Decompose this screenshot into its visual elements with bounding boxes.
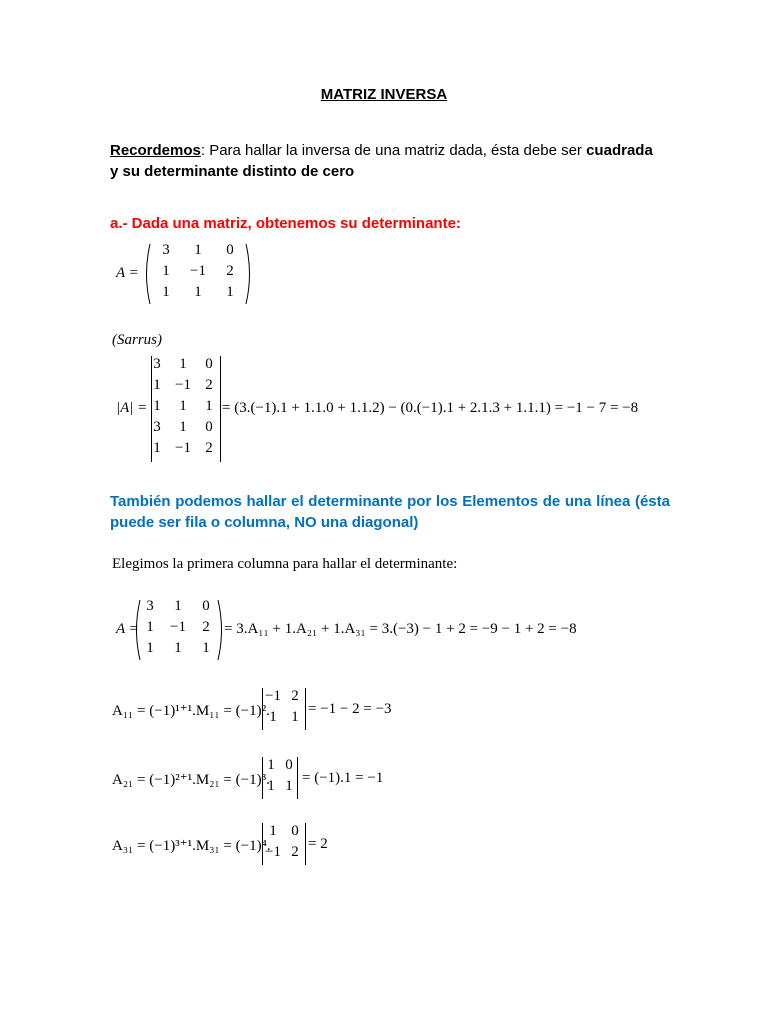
choose-text: Elegimos la primera columna para hallar el determinante: xyxy=(112,556,458,572)
expansion-cell: −1 xyxy=(170,619,186,635)
expansion-cell: 1 xyxy=(174,640,182,656)
matrix-a-cell: 1 xyxy=(194,284,202,300)
expansion-cell: 1 xyxy=(146,619,154,635)
sarrus-cell: 1 xyxy=(179,419,187,435)
cofactor-a31-cells xyxy=(262,823,306,865)
matrix-a xyxy=(110,240,250,306)
matrix-a-cell: 3 xyxy=(162,242,170,258)
matrix-a-cell: 0 xyxy=(226,242,234,258)
expansion-cell: 3 xyxy=(146,598,154,614)
sarrus-cell: 1 xyxy=(153,377,161,393)
page-title: MATRIZ INVERSA xyxy=(320,86,448,103)
cofactor-cell: 1 xyxy=(267,778,275,794)
expansion-cell: 0 xyxy=(202,598,210,614)
expansion-cell: 1 xyxy=(174,598,182,614)
matrix-a-cell: 1 xyxy=(194,242,202,258)
sarrus-cell: 2 xyxy=(205,440,213,456)
sarrus-cell: 0 xyxy=(205,356,213,372)
sarrus-lhs: |A| = xyxy=(116,400,148,416)
cofactor-a21-cells xyxy=(262,757,298,799)
sarrus-cell: −1 xyxy=(175,440,191,456)
sarrus-cell: 2 xyxy=(205,377,213,393)
expansion-cells xyxy=(136,598,226,662)
intro-bold-determinante: y su determinante distinto de cero xyxy=(110,163,355,180)
cofactor-cell: −1 xyxy=(265,844,281,860)
sarrus-label-text: (Sarrus) xyxy=(112,332,163,348)
cofactor-a31-lhs: A₃₁ = (−1)³⁺¹.M₃₁ = (−1)⁴. xyxy=(112,838,271,854)
cofactor-a31-rhs: = 2 xyxy=(308,836,328,852)
sarrus-cell: 1 xyxy=(179,398,187,414)
cofactor-a21-rhs: = (−1).1 = −1 xyxy=(302,770,384,786)
matrix-a-cell: 1 xyxy=(162,284,170,300)
intro-paragraph xyxy=(110,140,670,182)
cofactor-cell: −1 xyxy=(265,688,281,704)
expansion-result: = 3.A₁₁ + 1.A₂₁ + 1.A₃₁ = 3.(−3) − 1 + 2 = −9 − 1 + 2 = −8 xyxy=(224,621,577,637)
expansion-cell: 2 xyxy=(202,619,210,635)
cofactor-cell: 1 xyxy=(285,778,293,794)
intro-lead: Recordemos xyxy=(110,142,201,159)
sarrus-cell: 1 xyxy=(205,398,213,414)
matrix-a-cell: −1 xyxy=(190,263,206,279)
cofactor-cell: 2 xyxy=(291,688,299,704)
sarrus-cell: −1 xyxy=(175,377,191,393)
section-a-heading: a.- Dada una matriz, obtenemos su determinante: xyxy=(110,215,461,232)
sarrus-cell: 1 xyxy=(179,356,187,372)
sarrus-cell: 1 xyxy=(153,440,161,456)
cofactor-a21-lhs: A₂₁ = (−1)²⁺¹.M₂₁ = (−1)³. xyxy=(112,772,270,788)
cofactor-a31 xyxy=(112,823,672,867)
intro-bold-cuadrada: cuadrada xyxy=(586,142,653,159)
sarrus-label xyxy=(112,332,162,349)
intro-text: : Para hallar la inversa de una matriz dada, ésta debe ser xyxy=(200,142,587,159)
cofactor-cell: 1 xyxy=(291,709,299,725)
sarrus-cell: 0 xyxy=(205,419,213,435)
cofactor-a11-rhs: = −1 − 2 = −3 xyxy=(308,701,392,717)
cofactor-cell: 0 xyxy=(285,757,293,773)
expansion-cell: 1 xyxy=(202,640,210,656)
cofactor-a11-lhs: A₁₁ = (−1)¹⁺¹.M₁₁ = (−1)². xyxy=(112,703,270,719)
section-b-heading: También podemos hallar el determinante por los Elementos de una línea (ésta puede ser fila o columna, NO una diagonal) xyxy=(110,493,670,531)
matrix-a-cell: 1 xyxy=(226,284,234,300)
cofactor-a21 xyxy=(112,757,672,801)
sarrus-result: = (3.(−1).1 + 1.1.0 + 1.1.2) − (0.(−1).1 + 2.1.3 + 1.1.1) = −1 − 7 = −8 xyxy=(222,400,639,416)
cofactor-a11-cells xyxy=(262,688,306,730)
matrix-a-cell: 1 xyxy=(162,263,170,279)
cofactor-cell: 0 xyxy=(291,823,299,839)
cofactor-cell: 2 xyxy=(291,844,299,860)
sarrus-determinant xyxy=(110,354,670,466)
matrix-a-cell: 2 xyxy=(226,263,234,279)
cofactor-cell: 1 xyxy=(267,757,275,773)
cofactor-a11 xyxy=(112,688,672,732)
expansion-cell: 1 xyxy=(146,640,154,656)
sarrus-cell: 1 xyxy=(153,398,161,414)
cofactor-cell: 1 xyxy=(269,709,277,725)
cofactor-cell: 1 xyxy=(269,823,277,839)
sarrus-cell: 3 xyxy=(153,419,161,435)
expansion-label: A = xyxy=(116,621,139,637)
matrix-a-cells xyxy=(150,242,250,306)
expansion-equation xyxy=(110,596,670,662)
matrix-a-label: A = xyxy=(116,265,139,281)
sarrus-cell: 3 xyxy=(153,356,161,372)
sarrus-cells xyxy=(144,356,224,462)
